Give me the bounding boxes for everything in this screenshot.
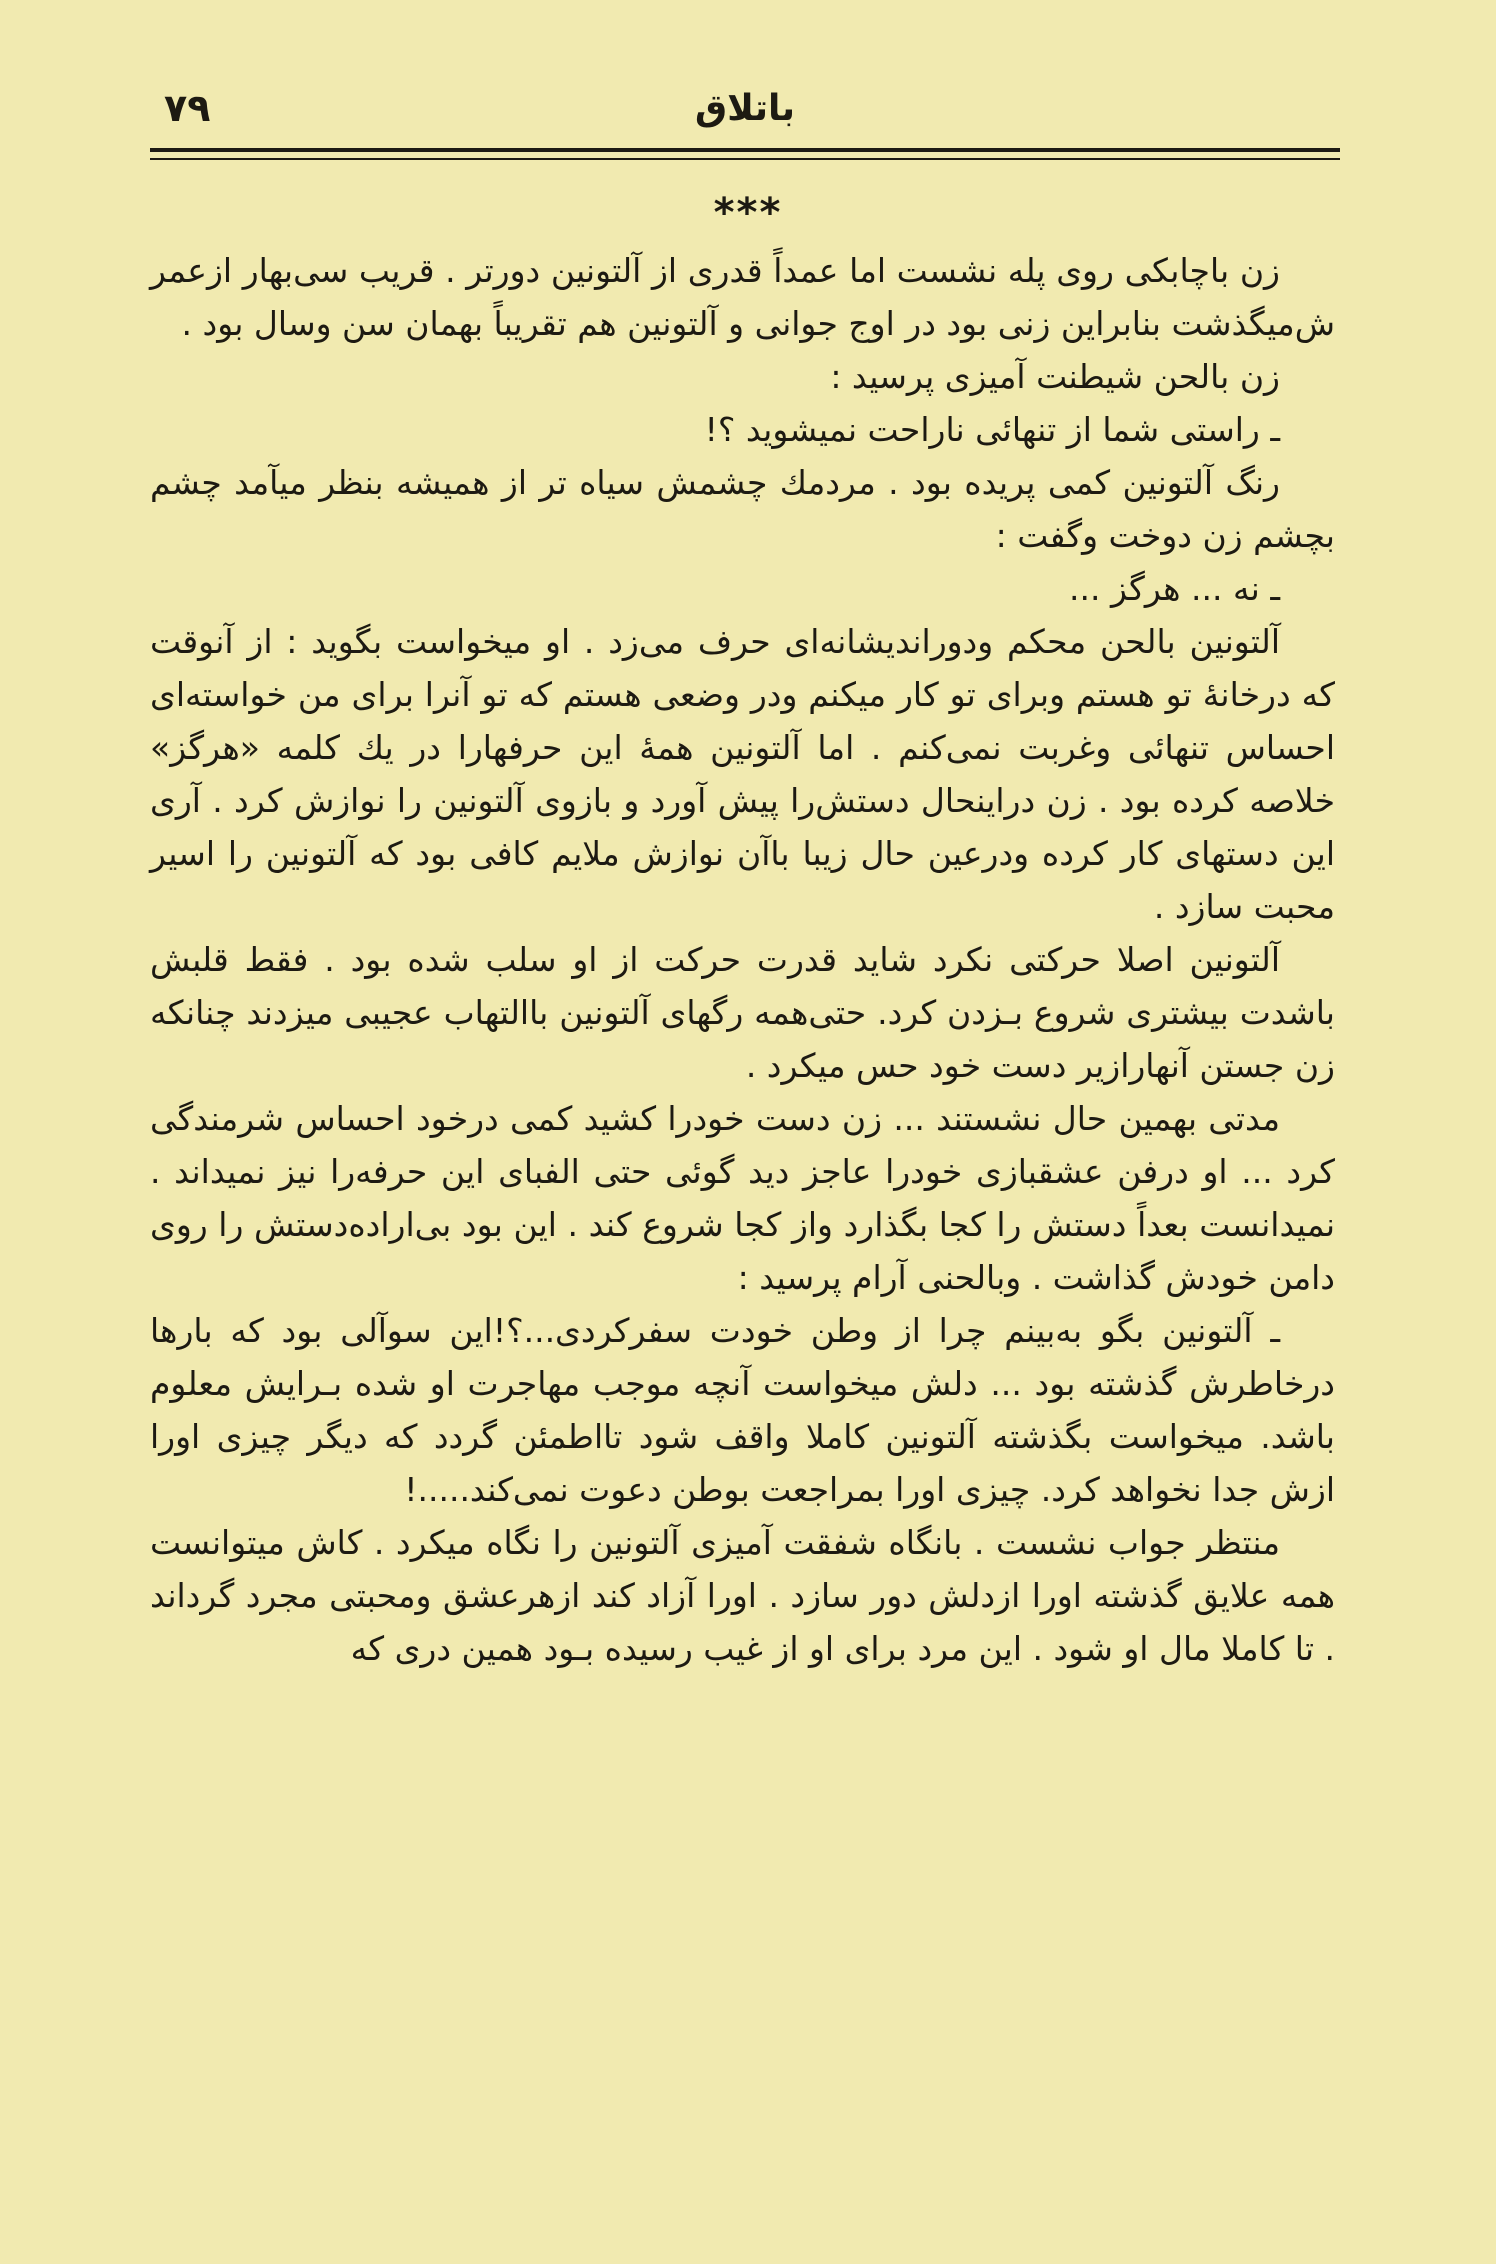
- paragraph: آلتونین اصلا حرکتی نکرد شاید قدرت حرکت از او سلب شده بود . فقط قلبش باشدت بیشتری شروع بـزدن کرد. حتی‌همه رگهای آلتونین باالتهاب عجیبی میزدند چنانکه زن جستن آنهارازیر دست خود حس میکرد .: [150, 940, 1335, 1085]
- paragraph: رنگ آلتونین کمی پریده بود . مردمك چشمش سیاه تر از همیشه بنظر میآمد چشم بچشم زن دوخت وگفت :: [150, 463, 1335, 555]
- section-separator: ***: [713, 190, 783, 236]
- book-title: باتلاق: [694, 88, 796, 129]
- header-rule-thin: [150, 158, 1340, 160]
- page-number: ۷۹: [164, 86, 211, 130]
- paragraph: آلتونین بالحن محکم ودوراندیشانه‌ای حرف می‌زد . او میخواست بگوید : از آنوقت که درخانهٔ تو هستم وبرای تو کار میکنم ودر وضعی هستم که تو آنرا برای من خواسته‌ای احساس تنهائی وغربت نمی‌کنم . اما آلتونین همهٔ این حرفهارا در یك کلمه «هرگز» خلاصه کرده بود . زن دراینحال دستش‌را پیش آورد و بازوی آلتونین را نوازش کرد . آری این دستهای کار کرده ودرعین حال زیبا باآن نوازش ملایم کافی بود که آلتونین را اسیر محبت سازد .: [150, 622, 1335, 926]
- paragraph: ـ نه ... هرگز ...: [1069, 569, 1280, 608]
- header-rule-thick: [150, 148, 1340, 152]
- paragraph: مدتی بهمین حال نشستند ... زن دست خودرا کشید کمی درخود احساس شرمندگی کرد ... او درفن عشقبازی خودرا عاجز دید گوئی حتی الفبای این حرفه‌را نیز نمیداند . نمیدانست بعداً دستش را کجا بگذارد واز کجا شروع کند . این بود بی‌اراده‌دستش را روی دامن خودش گذاشت . وبالحنی آرام پرسید :: [150, 1099, 1335, 1297]
- paragraph: زن بالحن شیطنت آمیزی پرسید :: [830, 357, 1280, 396]
- paragraph: منتظر جواب نشست . بانگاه شفقت آمیزی آلتونین را نگاه میکرد . کاش میتوانست همه علایق گذشته اورا ازدلش دور سازد . اورا آزاد کند ازهرعشق ومحبتی مجرد گرداند . تا کاملا مال او شود . این مرد برای او از غیب رسیده بـود همین دری که: [150, 1523, 1335, 1668]
- paragraph: زن باچابکی روی پله نشست اما عمداً قدری از آلتونین دورتر . قریب سی‌بهار ازعمر ش‌میگذشت بنابراین زنی بود در اوج جوانی و آلتونین هم تقریباً بهمان سن وسال بود .: [150, 251, 1335, 343]
- paragraph: ـ آلتونین بگو به‌بینم چرا از وطن خودت سفرکردی...؟!این سوآلی بود که بارها درخاطرش گذشته بود ... دلش میخواست آنچه موجب مهاجرت او شده بـرایش معلوم باشد. میخواست بگذشته آلتونین کاملا واقف شود تااطمئن گردد که دیگر چیزی اورا ازش جدا نخواهد کرد. چیزی اورا بمراجعت بوطن دعوت نمی‌کند.....!: [150, 1311, 1335, 1509]
- body-text: [150, 244, 1335, 1675]
- paragraph: ـ راستی شما از تنهائی ناراحت نمیشوید ؟!: [704, 410, 1280, 449]
- running-head: [150, 82, 1340, 142]
